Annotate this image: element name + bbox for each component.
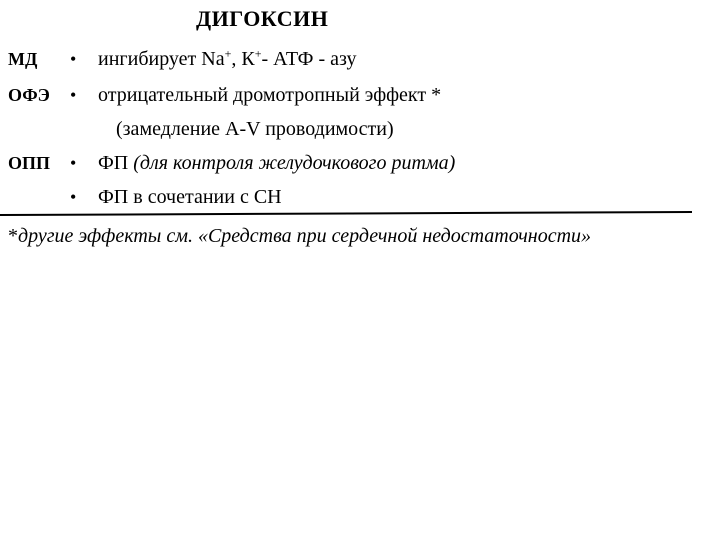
footnote-marker: *: [8, 225, 18, 247]
bullet-icon: •: [70, 187, 77, 207]
text-segment: ингибирует Na: [98, 48, 225, 70]
list-item-text: (замедление A-V проводимости): [116, 118, 394, 140]
superscript: +: [254, 46, 262, 61]
row-abbreviation: ОПП: [8, 153, 51, 173]
divider-line: [0, 211, 692, 216]
list-item-text: [98, 150, 455, 176]
page-title: ДИГОКСИН: [196, 6, 329, 31]
text-segment: - АТФ - азу: [261, 48, 357, 70]
bullet-icon: •: [70, 85, 77, 105]
text-segment: , К: [231, 48, 255, 70]
row-abbreviation: ОФЭ: [8, 85, 50, 105]
footnote: [8, 223, 591, 249]
text-segment: ФП: [98, 152, 134, 174]
bullet-icon: •: [70, 153, 77, 173]
superscript: +: [224, 46, 232, 61]
footnote-text: другие эффекты см. «Средства при сердечной недостаточности»: [18, 225, 592, 247]
list-item-text: отрицательный дромотропный эффект *: [98, 84, 442, 106]
bullet-icon: •: [70, 49, 77, 69]
row-abbreviation: МД: [8, 49, 38, 69]
list-item-text: [98, 46, 356, 72]
list-item-text: ФП в сочетании с СН: [98, 186, 282, 208]
italic-text-segment: (для контроля желудочкового ритма): [133, 152, 456, 174]
